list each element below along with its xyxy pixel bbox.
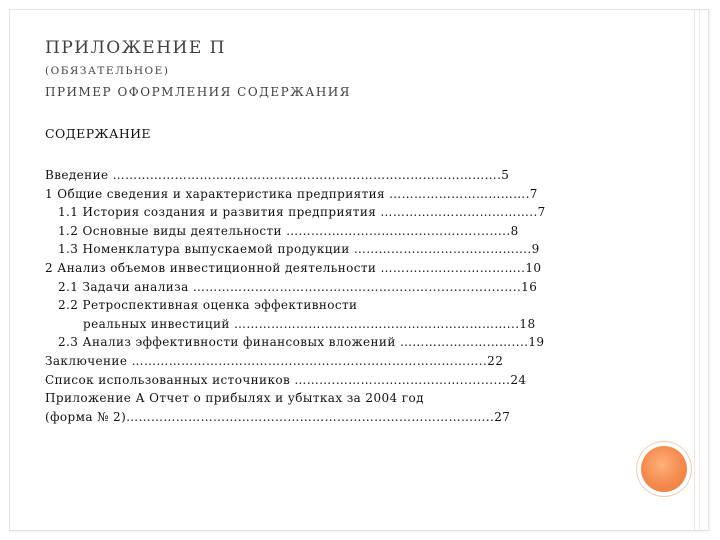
toc-entry: 1.1 История создания и развития предприятия ………………………………..7 <box>58 205 546 220</box>
toc-title: СОДЕРЖАНИЕ <box>45 126 151 141</box>
orange-circle-decoration <box>641 446 687 492</box>
toc-entry: (форма № 2)……………………………………………………………………………..27 <box>45 409 511 424</box>
appendix-status: (ОБЯЗАТЕЛЬНОЕ) <box>45 65 170 77</box>
toc-entry: Список использованных источников ……….…………………………............24 <box>45 372 527 387</box>
toc-entry: 1.3 Номенклатура выпускаемой продукции …………………………………….9 <box>58 242 540 257</box>
toc-entry: Заключение …………………………………………………………………………..22 <box>45 353 504 368</box>
toc-entry: реальных инвестиций …………………………………………………………...18 <box>83 316 536 331</box>
toc-entry: Введение ………………………………………………………………………………….5 <box>45 168 510 182</box>
decorative-line <box>694 10 695 530</box>
decorative-line <box>699 10 700 530</box>
appendix-subtitle: ПРИМЕР ОФОРМЛЕНИЯ СОДЕРЖАНИЯ <box>45 85 351 99</box>
appendix-title: ПРИЛОЖЕНИЕ П <box>45 38 227 58</box>
toc-entry: Приложение А Отчет о прибылях и убытках за 2004 год <box>45 391 424 406</box>
toc-entry: 2.3 Анализ эффективности финансовых вложений ………………………....19 <box>58 335 545 350</box>
toc-entry: 2.2 Ретроспективная оценка эффективности <box>58 298 358 313</box>
toc-entry: 2.1 Задачи анализа …………………………………………………......................16 <box>58 279 538 294</box>
table-of-contents <box>45 166 605 426</box>
toc-entry: 1.2 Основные виды деятельности ………..………………………….............8 <box>58 223 519 238</box>
toc-entry: 1 Общие сведения и характеристика предприятия …………………………….7 <box>45 186 538 201</box>
toc-entry: 2 Анализ объемов инвестиционной деятельности ……………………………..10 <box>45 260 542 275</box>
